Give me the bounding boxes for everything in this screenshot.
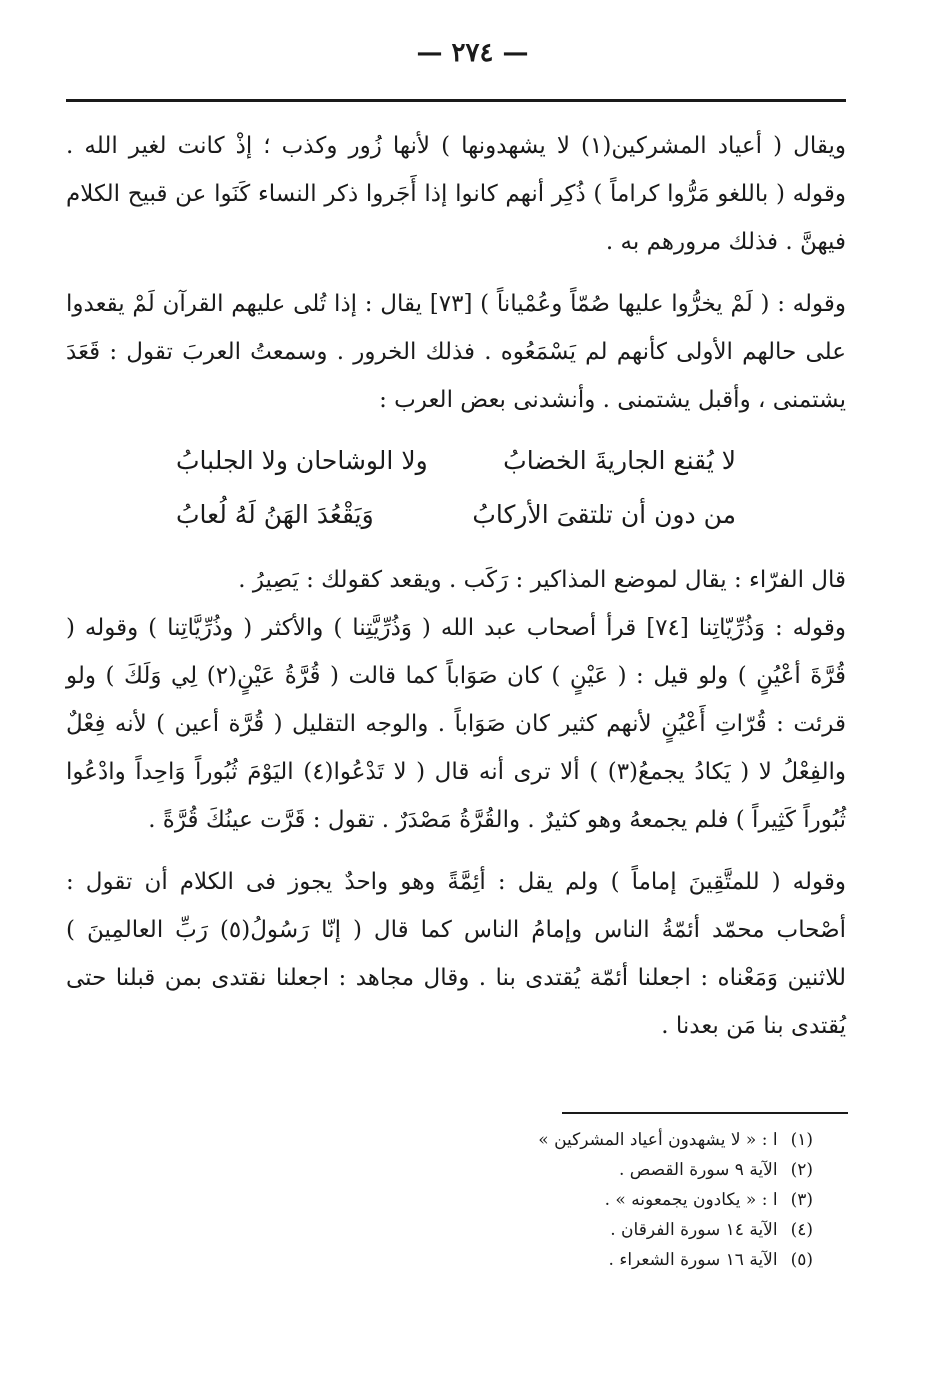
footnote-text: الآية ١٦ سورة الشعراء .: [608, 1250, 778, 1270]
footnote-3: [453, 1185, 813, 1215]
paragraph-1: ويقال ( أعياد المشركين(١) لا يشهدونها ) لأنها زُور وكذب ؛ إذْ كانت لغير الله . وقوله ( باللغو مَرُّوا كراماً ) ذُكِر أنهم كانوا إذا أَجَروا ذكر النساء كَنَوا عن قبيح الكلام فيهنَّ . فذلك مرورهم به .: [66, 133, 846, 255]
footnote-2: [453, 1155, 813, 1185]
footnote-number: (٢): [790, 1160, 813, 1180]
footnote-rule: [562, 1112, 848, 1114]
verse-line-2: [176, 488, 736, 542]
paragraph-5: وقوله ( للمتَّقِينَ إماماً ) ولم يقل : أئِمَّةً وهو واحدٌ يجوز فى الكلام أن تقول : أصْحاب محمّد أئمّةُ الناس وإمامُ الناس كما قال ( إنّا رَسُولُ(٥) رَبِّ العالمِينَ ) للاثنين وَمَعْناه : اجعلنا أئمّة يُقتدى بنا . وقال مجاهد : اجعلنا نقتدى بمن قبلنا حتى يُقتدى بنا مَن بعدنا .: [66, 869, 846, 1039]
page-number: — ٢٧٤ —: [416, 38, 529, 68]
poem-verses: [176, 434, 736, 542]
main-text: [66, 122, 846, 1050]
verse-1-first-hemistich: لا يُقنع الجاريةَ الخضابُ: [503, 446, 736, 475]
footnote-number: (٣): [790, 1190, 813, 1210]
header-rule: [66, 99, 846, 102]
paragraph-3: قال الفرّاء : يقال لموضع المذاكير : رَكَب . ويقعد كقولك : يَصِيرُ .: [238, 567, 846, 593]
paragraph-4: وقوله : وَذُرِّيّاتِنا [٧٤] قرأ أصحاب عبد الله ( وَذُرِّيَّتِنا ) والأكثر ( وذُرِّيَّاتِنا ) وقوله ( قُرَّةَ أعْيُنٍ ) ولو قيل : ( عَيْنٍ ) كان صَوَاباً كما قالت ( قُرَّةُ عَيْنٍ(٢) لِي وَلَكَ ) ولو قرئت : قُرّاتِ أَعْيُنٍ لأنهم كثير كان صَوَاباً . والوجه التقليل ( قُرَّة أعين ) لأنه فِعْلٌ والفِعْلُ لا ( يَكادُ يجمعُ(٣) ) ألا ترى أنه قال ( لا تَدْعُوا(٤) اليَوْمَ ثُبُوراً وَاحِداً وادْعُوا ثُبُوراً كَثِيراً ) فلم يجمعهُ وهو كثيرٌ . والقُرَّةُ مَصْدَرٌ . تقول : قَرَّت عينُكَ قُرَّةً .: [66, 615, 847, 833]
footnote-text: ا : « يكادون يجمعونه » .: [604, 1190, 778, 1210]
footnote-number: (١): [790, 1130, 813, 1150]
footnote-4: [453, 1215, 813, 1245]
verse-2-first-hemistich: من دون أن تلتقىَ الأركابُ: [472, 500, 736, 529]
footnotes: [453, 1125, 813, 1275]
paragraph-gap: [66, 844, 846, 858]
footnote-text: الآية ١٤ سورة الفرقان .: [610, 1220, 778, 1240]
verse-line-1: [176, 434, 736, 488]
verse-2-second-hemistich: وَيَقْعُدَ الهَنُ لَهُ لُعابُ: [176, 500, 374, 529]
footnote-1: [453, 1125, 813, 1155]
verse-1-second-hemistich: ولا الوشاحان ولا الجلبابُ: [176, 446, 428, 475]
footnote-text: الآية ٩ سورة القصص .: [618, 1160, 778, 1180]
footnote-number: (٤): [790, 1220, 813, 1240]
footnote-text: ا : « لا يشهدون أعياد المشركين »: [538, 1130, 778, 1150]
footnote-5: [453, 1245, 813, 1275]
footnote-number: (٥): [790, 1250, 813, 1270]
paragraph-gap: [66, 266, 846, 280]
paragraph-2: وقوله : ( لَمْ يخرُّوا عليها صُمّاً وعُمْياناً ) [٧٣] يقال : إذا تُلى عليهم القرآن لَمْ يقعدوا على حالهم الأولى كأنهم لم يَسْمَعُوه . فذلك الخرور . وسمعتُ العربَ تقول : قَعَدَ يشتمنى ، وأقبل يشتمنى . وأنشدنى بعض العرب :: [66, 291, 846, 413]
